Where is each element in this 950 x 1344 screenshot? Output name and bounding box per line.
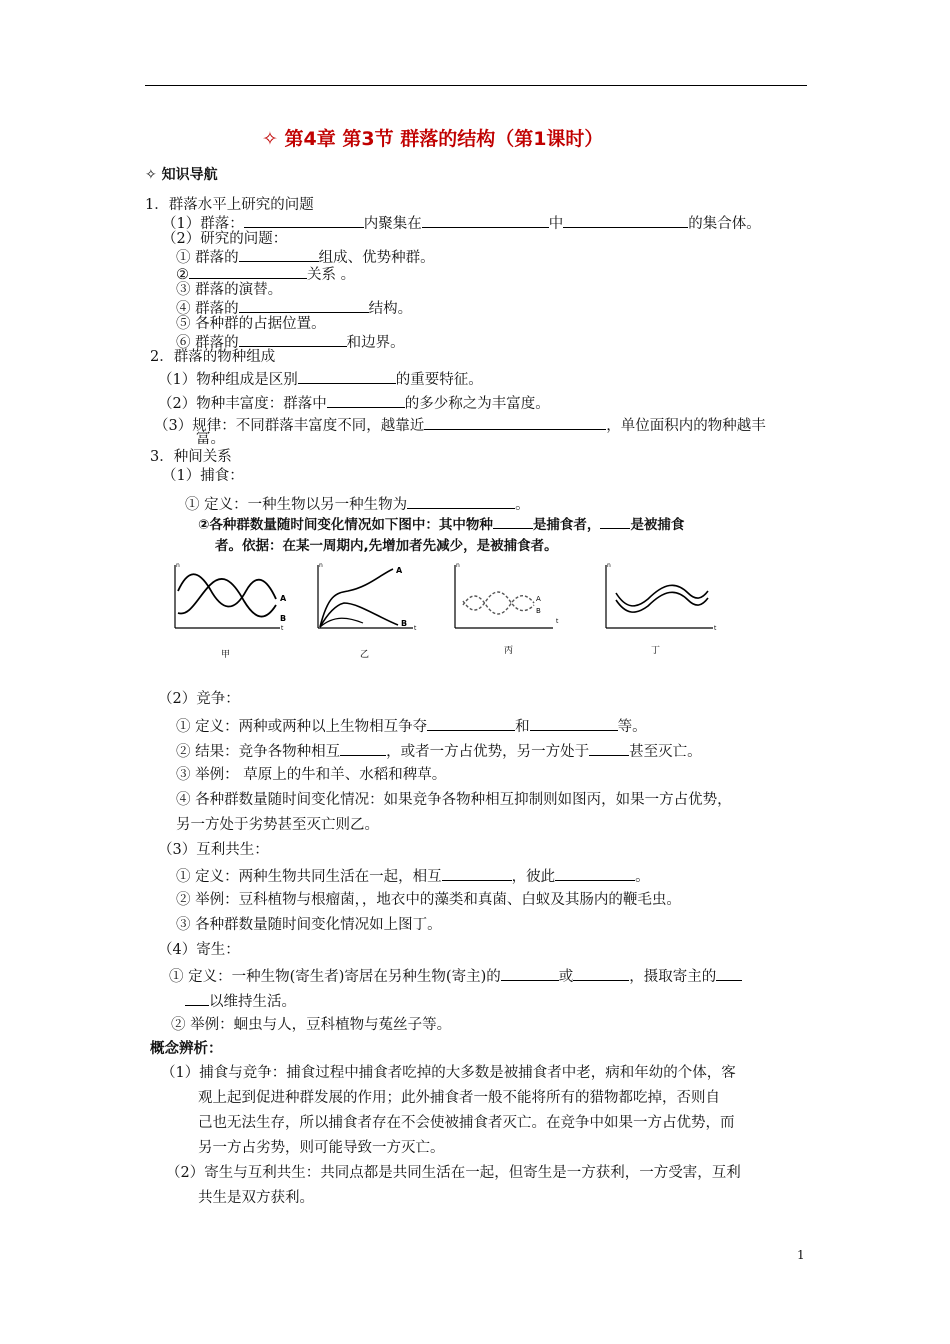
predation-graph-note: ②各种群数量随时间变化情况如下图中：其中物种 是捕食者， 是被捕食 bbox=[198, 517, 685, 533]
graph-jia-b: B bbox=[280, 614, 287, 623]
predation-def: ① 定义：一种生物以另一种生物为 。 bbox=[185, 494, 530, 514]
s2-line3: （3）规律：不同群落丰富度不同，越靠近 ，单位面积内的物种越丰 bbox=[154, 415, 766, 435]
graph-bing-ylabel: n bbox=[456, 562, 460, 569]
concept-1-line1: （1）捕食与竞争：捕食过程中捕食者吃掉的大多数是被捕食者中老，病和年幼的个体，客 bbox=[161, 1065, 736, 1081]
s1-item5: ⑤ 各种群的占据位置。 bbox=[176, 316, 326, 332]
s1-item6: ⑥ 群落的 和边界。 bbox=[176, 332, 405, 352]
s1-item3: ③ 群落的演替。 bbox=[176, 282, 283, 298]
graph-ding-xlabel: t bbox=[714, 625, 717, 632]
parasitism-def-cont: 以维持生活。 bbox=[185, 991, 296, 1011]
mutualism-graph-note: ③ 各种群数量随时间变化情况如上图丁。 bbox=[176, 917, 442, 933]
graph-bing-xlabel: t bbox=[556, 618, 559, 625]
graph-jia-curve-a bbox=[178, 574, 276, 606]
s2-heading: 2．群落的物种组成 bbox=[150, 349, 276, 365]
concept-1-line2: 观上起到促进种群发展的作用；此外捕食者一般不能将所有的猎物都吃掉，否则自 bbox=[198, 1090, 720, 1106]
nav-heading: ✧ 知识导航 bbox=[145, 167, 218, 183]
graph-jia-a: A bbox=[280, 594, 287, 603]
graph-jia bbox=[175, 562, 287, 660]
population-graphs bbox=[158, 555, 723, 665]
s1-item2: ② 关系 。 bbox=[176, 264, 355, 284]
graph-bing-a: A bbox=[536, 595, 541, 603]
s1-line2: （2）研究的问题： bbox=[162, 231, 288, 247]
parasitism-example: ② 举例：蛔虫与人，豆科植物与菟丝子等。 bbox=[171, 1017, 452, 1033]
page-title: ✧ 第4章 第3节 群落的结构（第1课时） bbox=[262, 128, 604, 150]
competition-heading: （2）竞争： bbox=[158, 691, 240, 707]
concept-2-line2: 共生是双方获利。 bbox=[198, 1190, 314, 1206]
predation-graph-note-2: 者。依据：在某一周期内,先增加者先减少，是被捕食者。 bbox=[215, 538, 558, 554]
graph-yi-label: 乙 bbox=[360, 650, 370, 660]
graph-jia-label: 甲 bbox=[221, 650, 231, 660]
competition-def: ① 定义：两种或两种以上生物相互争夺 和 等。 bbox=[176, 716, 647, 736]
concept-1-line4: 另一方占劣势，则可能导致一方灭亡。 bbox=[198, 1140, 445, 1156]
competition-graph-note-2: 另一方处于劣势甚至灭亡则乙。 bbox=[176, 817, 379, 833]
concept-2-line1: （2）寄生与互利共生：共同点都是共同生活在一起，但寄生是一方获利，一方受害，互利 bbox=[166, 1165, 741, 1181]
s1-item1: ① 群落的 组成、优势种群。 bbox=[176, 247, 435, 267]
predation-heading: （1）捕食： bbox=[162, 468, 244, 484]
graph-yi bbox=[318, 562, 417, 660]
graph-yi-ylabel: n bbox=[319, 562, 323, 569]
s1-heading: 1．群落水平上研究的问题 bbox=[145, 197, 314, 213]
s1-line1: （1）群落： 内聚集在 中 的集合体。 bbox=[162, 213, 761, 233]
top-rule bbox=[145, 85, 807, 86]
s2-line2: （2）物种丰富度：群落中 的多少称之为丰富度。 bbox=[158, 393, 550, 413]
graph-ding-curve-b bbox=[616, 592, 708, 612]
page-number: 1 bbox=[797, 1248, 805, 1262]
graph-yi-xlabel: t bbox=[414, 625, 417, 632]
graph-ding bbox=[606, 562, 717, 656]
graph-jia-xlabel: t bbox=[281, 625, 284, 632]
graph-bing-b: B bbox=[536, 607, 541, 615]
concept-heading: 概念辨析： bbox=[150, 1041, 223, 1057]
s2-line3-cont: 富。 bbox=[196, 431, 225, 447]
graph-bing-curve-b bbox=[463, 592, 534, 611]
mutualism-example: ② 举例：豆科植物与根瘤菌，，地衣中的藻类和真菌、白蚁及其肠内的鞭毛虫。 bbox=[176, 892, 681, 908]
graph-yi-a: A bbox=[396, 566, 403, 575]
concept-1-line3: 己也无法生存，所以捕食者存在不会使被捕食者灭亡。在竞争中如果一方占优势，而 bbox=[198, 1115, 735, 1131]
s2-line1: （1）物种组成是区别 的重要特征。 bbox=[158, 369, 483, 389]
graph-ding-ylabel: n bbox=[607, 562, 611, 569]
mutualism-def: ① 定义：两种生物共同生活在一起，相互 ，彼此 。 bbox=[176, 866, 650, 886]
competition-graph-note: ④ 各种群数量随时间变化情况：如果竞争各物种相互抑制则如图丙，如果一方占优势， bbox=[176, 792, 732, 808]
graph-yi-curve-b bbox=[320, 603, 398, 627]
graph-ding-label: 丁 bbox=[651, 646, 661, 656]
s1-item4: ④ 群落的 结构。 bbox=[176, 298, 412, 318]
parasitism-def: ① 定义：一种生物(寄生者)寄居在另种生物(寄主)的 或 ，摄取寄主的 bbox=[169, 966, 742, 986]
competition-result: ② 结果：竞争各物种相互 ，或者一方占优势，另一方处于 甚至灭亡。 bbox=[176, 741, 702, 761]
mutualism-heading: （3）互利共生： bbox=[158, 842, 269, 858]
graph-jia-curve-b bbox=[178, 579, 276, 617]
graph-yi-b: B bbox=[401, 619, 408, 628]
graph-jia-ylabel: n bbox=[176, 562, 180, 569]
graph-bing-label: 丙 bbox=[504, 646, 514, 656]
graph-bing bbox=[455, 562, 559, 656]
graph-bing-curve-a bbox=[463, 596, 534, 614]
parasitism-heading: （4）寄生： bbox=[158, 942, 240, 958]
s3-heading: 3．种间关系 bbox=[150, 449, 232, 465]
competition-example: ③ 举例： 草原上的牛和羊、水稻和稗草。 bbox=[176, 767, 447, 783]
